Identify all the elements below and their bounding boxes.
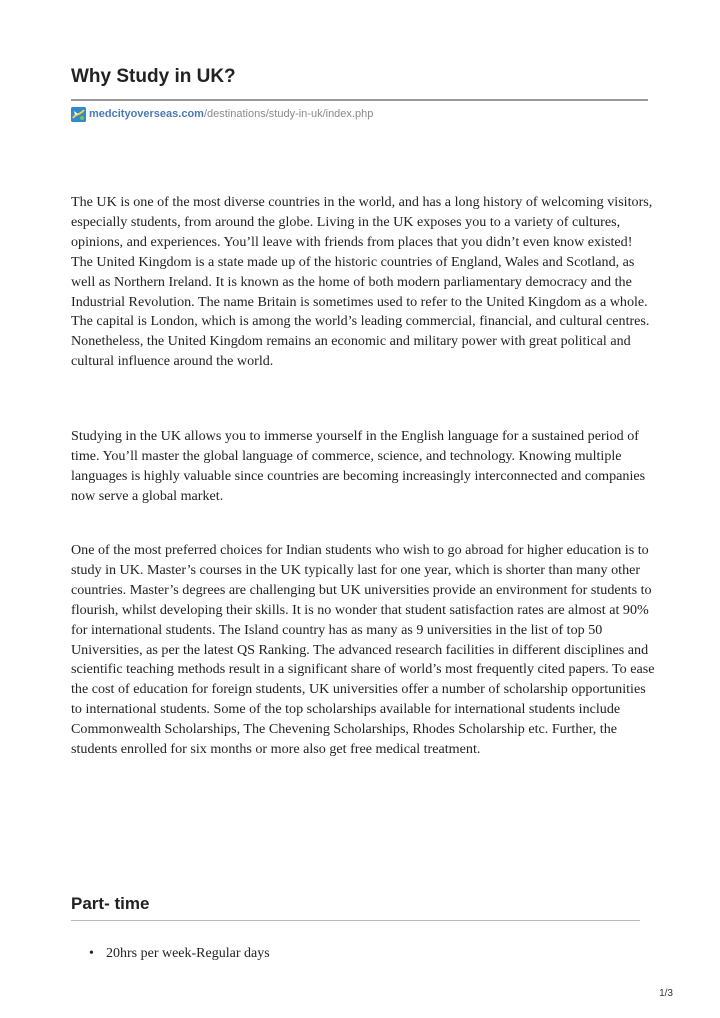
page-title: Why Study in UK? bbox=[71, 66, 236, 87]
title-divider bbox=[71, 99, 648, 101]
section-divider bbox=[71, 920, 640, 921]
paragraph-english-language: Studying in the UK allows you to immerse yourself in the English language for a sustained period of time. You’ll master the global language of commerce, science, and technology. Knowing multiple languages is highly valuable since countries are becoming increasingly interconnected and companies now serve a global market. bbox=[71, 428, 646, 504]
page-number: 1/3 bbox=[659, 988, 673, 999]
source-domain: medcityoverseas.com bbox=[89, 108, 204, 120]
source-link[interactable] bbox=[71, 106, 373, 122]
globe-plane-icon bbox=[71, 107, 86, 122]
bullet-icon: • bbox=[89, 946, 94, 961]
paragraph-indian-students: One of the most preferred choices for Indian students who wish to go abroad for higher education is to study in UK. Master’s courses in the UK typically last for one year, which is shorter than many other countries. Master’s degrees are challenging but UK universities provide an environment for students to flourish, whilst developing their skills. It is no wonder that student satisfaction rates are almost at 90% for international students. The Island country has as many as 9 universities in the list of top 50 Universities, as per the latest QS Ranking. The advanced research facilities in different disciplines and scientific teaching methods result in a significant share of world’s most frequently cited papers. To ease the cost of education for foreign students, UK universities offer a number of scholarship opportunities to international students. Some of the top scholarships available for international students include Commonwealth Scholarships, The Chevening Scholarships, Rhodes Scholarship etc. Further, the students enrolled for six months or more also get free medical treatment. bbox=[71, 542, 655, 758]
part-time-list bbox=[89, 944, 270, 963]
section-heading-part-time: Part- time bbox=[71, 894, 150, 913]
list-item bbox=[89, 944, 270, 963]
list-item-text: 20hrs per week-Regular days bbox=[106, 946, 270, 961]
paragraph-uk-overview: The UK is one of the most diverse countries in the world, and has a long history of welcoming visitors, especially students, from around the globe. Living in the UK exposes you to a variety of cultures, opinions, and experiences. You’ll leave with friends from places that you didn’t even know existed! The United Kingdom is a state made up of the historic countries of England, Wales and Scotland, as well as Northern Ireland. It is known as the home of both modern parliamentary democracy and the Industrial Revolution. The name Britain is sometimes used to refer to the United Kingdom as a whole. The capital is London, which is among the world’s leading commercial, financial, and cultural centres. Nonetheless, the United Kingdom remains an economic and military power with great political and cultural influence around the world. bbox=[71, 194, 653, 370]
source-path: /destinations/study-in-uk/index.php bbox=[203, 108, 374, 120]
